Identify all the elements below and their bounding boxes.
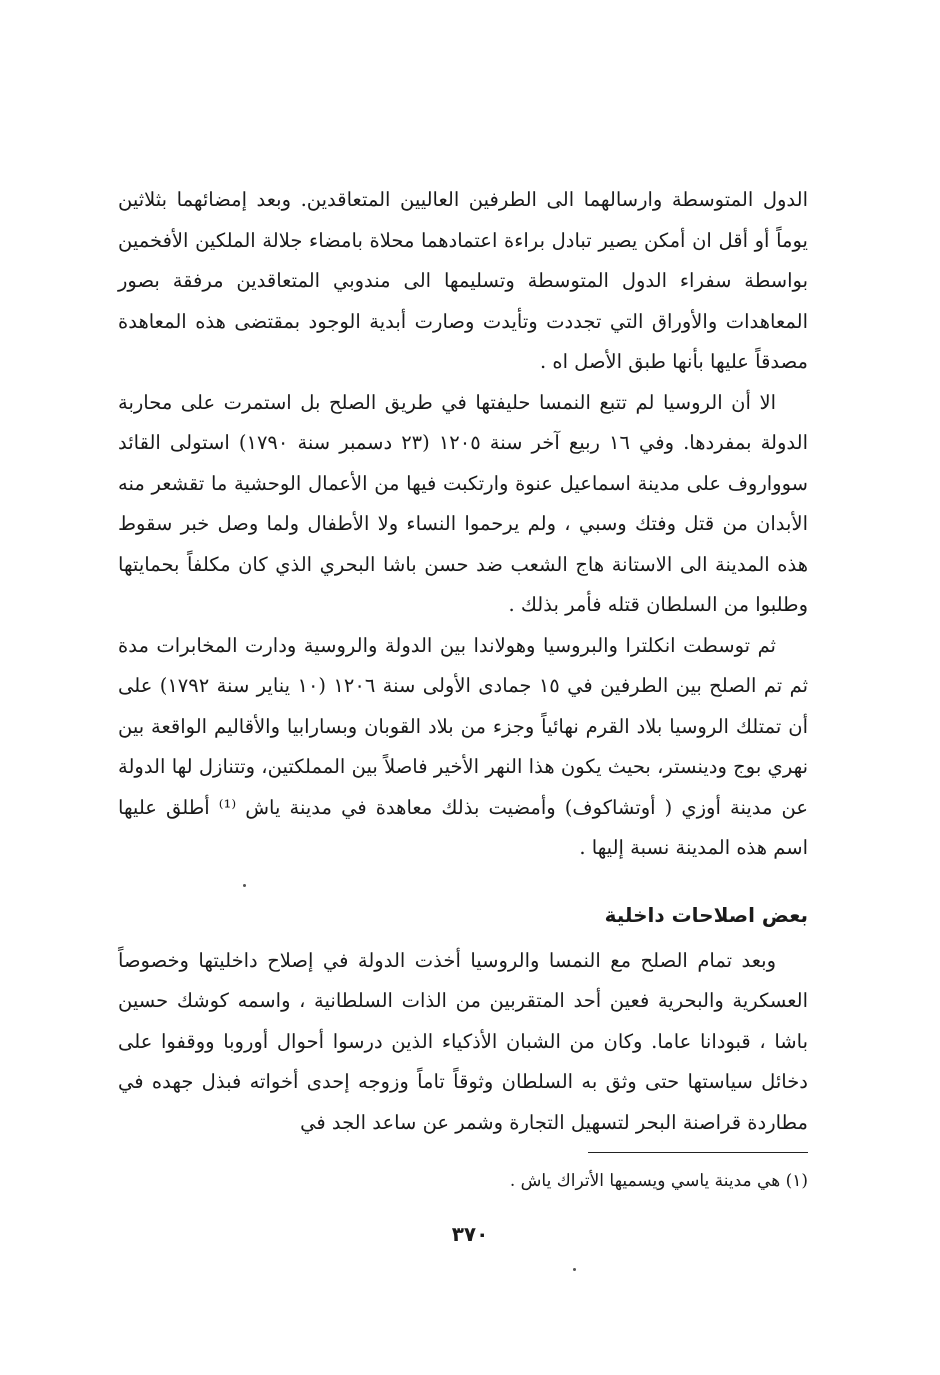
paragraph-1: الدول المتوسطة وارسالهما الى الطرفين العاليين المتعاقدين. وبعد إمضائهما بثلاثين يوماً أو أقل ان أمكن يصير تبادل براءة اعتمادهما محلاة بامضاء جلالة الملكين الأفخمين بواسطة سفراء الدول المتوسطة وتسليمها الى مندوبي المتعاقدين مرفقة بصور المعاهدات والأوراق التي تجددت وتأيدت وصارت أبدية الوجود بمقتضى هذه المعاهدة مصدقاً عليها بأنها طبق الأصل اه . — [118, 188, 808, 373]
section-heading: بعض اصلاحات داخلية — [604, 902, 808, 927]
footnote: (١) هي مدينة ياسي ويسميها الأتراك ياش . — [509, 1171, 808, 1191]
page-body — [118, 180, 808, 1143]
paragraph-3: ثم توسطت انكلترا والبروسيا وهولاندا بين الدولة والروسية ودارت المخابرات مدة ثم تم الصلح بين الطرفين في ١٥ جمادى الأولى سنة ١٢٠٦ (١٠ يناير سنة ١٧٩٢) على أن تمتلك الروسيا بلاد القرم نهائياً وجزء من بلاد القوبان وبسارابيا والأقاليم الواقعة بين نهري بوج ودينستر، بحيث يكون هذا النهر الأخير فاصلاً بين المملكتين، وتتنازل لها الدولة عن مدينة أوزي ( أوتشاكوف) وأمضيت بذلك معاهدة في مدينة ياش ⁽¹⁾ أطلق عليها اسم هذه المدينة نسبة إليها . — [118, 633, 809, 859]
footnote-divider — [588, 1152, 808, 1153]
scan-speck — [573, 1268, 576, 1271]
paragraph-2: الا أن الروسيا لم تتبع النمسا حليفتها في طريق الصلح بل استمرت على محاربة الدولة بمفردها. وفي ١٦ ربيع آخر سنة ١٢٠٥ (٢٣ دسمبر سنة ١٧٩٠) استولى القائد سوواروف على مدينة اسماعيل عنوة وارتكبت فيها من الأعمال الوحشية ما تقشعر منه الأبدان من قتل وفتك وسبي ، ولم يرحموا النساء ولا الأطفال ولما وصل خبر سقوط هذه المدينة الى الاستانة هاج الشعب ضد حسن باشا البحري الذي كان مكلفاً بحمايتها وطلبوا من السلطان قتله فأمر بذلك . — [118, 390, 808, 616]
page-number: ٣٧٠ — [451, 1222, 489, 1246]
paragraph-4: وبعد تمام الصلح مع النمسا والروسيا أخذت الدولة في إصلاح داخليتها وخصوصاً العسكرية والبحرية فعين أحد المتقربين من الذات السلطانية ، واسمه كوشك حسين باشا ، قبودانا عاما. وكان من الشبان الأذكياء الذين درسوا أحوال أوروبا ووقفوا على دخائل سياستها حتى وثق به السلطان وثوقاً تاماً وزوجه إحدى أخواته فبذل جهده في مطاردة قراصنة البحر لتسهيل التجارة وشمر عن ساعد الجد في — [118, 948, 808, 1134]
scan-speck — [243, 884, 246, 887]
